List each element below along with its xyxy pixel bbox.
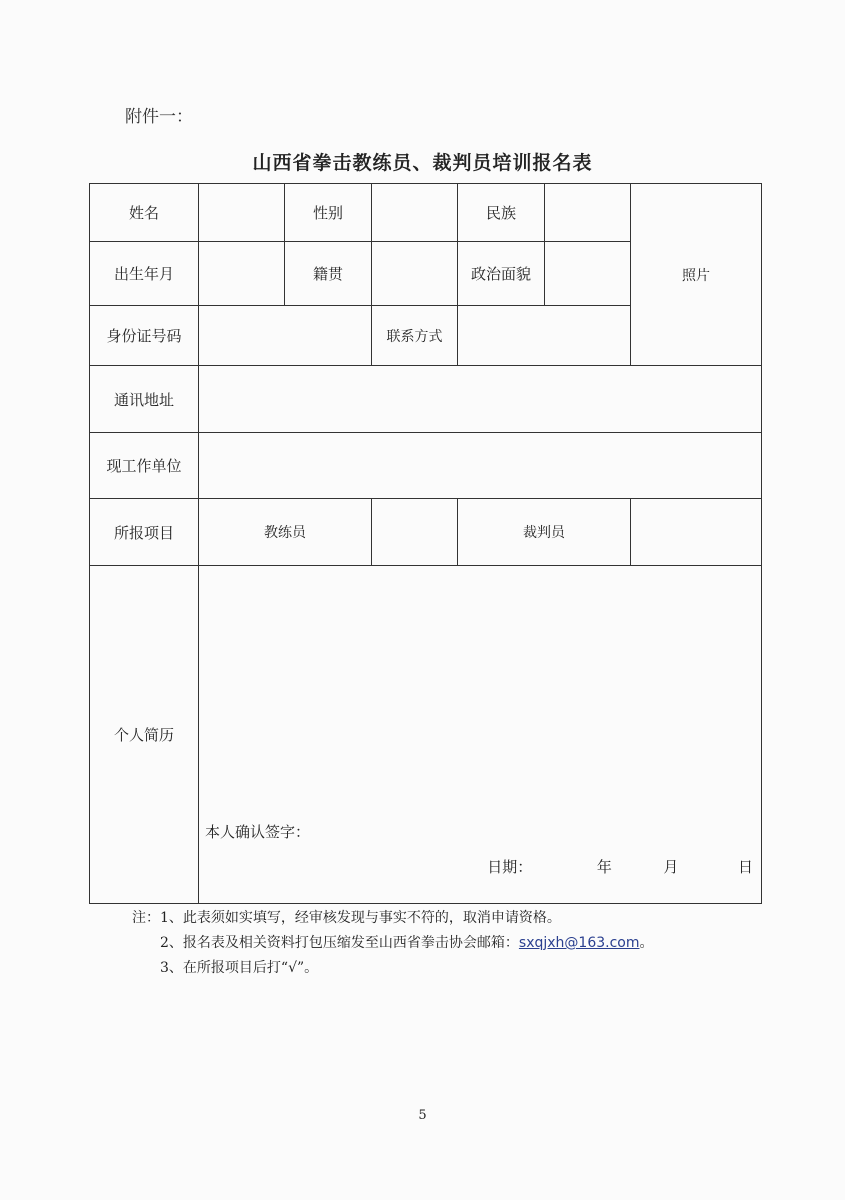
- resume-label: 个人简历: [90, 566, 199, 904]
- form-title: 山西省拳击教练员、裁判员培训报名表: [252, 152, 593, 174]
- birth-field[interactable]: [199, 242, 285, 306]
- birth-label: 出生年月: [90, 242, 199, 306]
- id-number-field[interactable]: [199, 306, 372, 366]
- date-label: 日期：: [487, 858, 533, 876]
- id-number-label: 身份证号码: [90, 306, 199, 366]
- gender-field[interactable]: [372, 184, 458, 242]
- political-status-label: 政治面貌: [458, 242, 545, 306]
- date-row: [487, 856, 753, 877]
- note-2: [132, 931, 654, 956]
- contact-field[interactable]: [458, 306, 631, 366]
- note-3: 3、在所报项目后打“√”。: [160, 960, 319, 976]
- applied-items-label: 所报项目: [90, 499, 199, 566]
- work-unit-field[interactable]: [199, 433, 762, 499]
- note-2-suffix: 。: [639, 935, 654, 951]
- coach-option: 教练员: [199, 499, 372, 566]
- page-number: 5: [418, 1108, 427, 1123]
- name-label: 姓名: [90, 184, 199, 242]
- name-field[interactable]: [199, 184, 285, 242]
- resume-field[interactable]: [199, 566, 762, 904]
- address-field[interactable]: [199, 366, 762, 433]
- signature-label: 本人确认签字：: [205, 823, 311, 841]
- month-label: 月: [663, 858, 679, 876]
- photo-cell[interactable]: 照片: [631, 184, 762, 366]
- day-label: 日: [737, 858, 753, 876]
- attachment-label: 附件一：: [125, 107, 193, 127]
- referee-option: 裁判员: [458, 499, 631, 566]
- political-status-field[interactable]: [545, 242, 631, 306]
- address-label: 通讯地址: [90, 366, 199, 433]
- referee-check-field[interactable]: [631, 499, 762, 566]
- coach-check-field[interactable]: [372, 499, 458, 566]
- note-2-text: 2、报名表及相关资料打包压缩发至山西省拳击协会邮箱：: [160, 935, 519, 951]
- gender-label: 性别: [285, 184, 372, 242]
- registration-form-table: [89, 183, 762, 904]
- contact-label: 联系方式: [372, 306, 458, 366]
- year-label: 年: [596, 858, 612, 876]
- native-place-label: 籍贯: [285, 242, 372, 306]
- ethnicity-label: 民族: [458, 184, 545, 242]
- ethnicity-field[interactable]: [545, 184, 631, 242]
- note-1: 注：1、此表须如实填写，经审核发现与事实不符的，取消申请资格。: [132, 910, 561, 926]
- work-unit-label: 现工作单位: [90, 433, 199, 499]
- native-place-field[interactable]: [372, 242, 458, 306]
- notes: [132, 906, 654, 981]
- email-link[interactable]: sxqjxh@163.com: [518, 935, 640, 951]
